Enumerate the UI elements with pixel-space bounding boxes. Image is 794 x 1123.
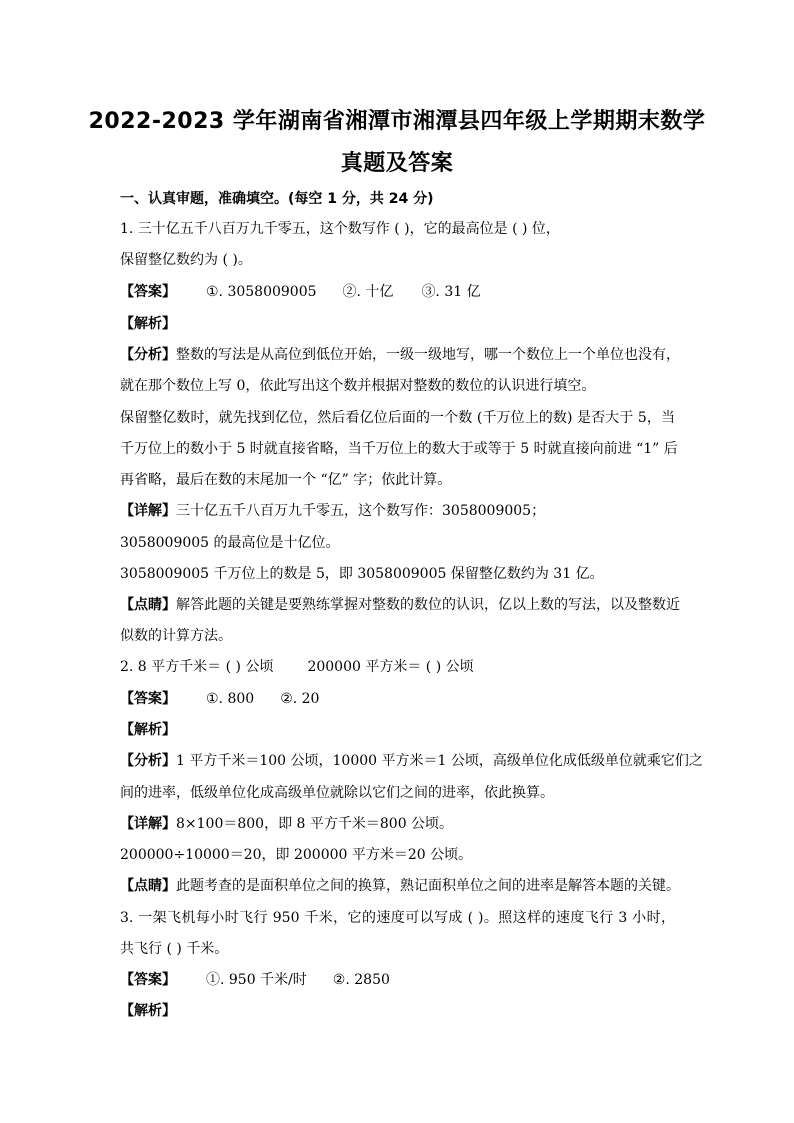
fenxi-tag: 【分析】 (120, 753, 176, 769)
question-2-detail-2: 200000÷10000＝20，即 200000 平方米＝20 公顷。 (120, 847, 473, 863)
answer-1: ①. 950 千米/时 (206, 972, 307, 988)
xiangjie-text: 三十亿五千八百万九千零五，这个数写作：3058009005； (176, 503, 546, 519)
dianjing-text: 解答此题的关键是要熟练掌握对整数的数位的认识，亿以上数的写法，以及整数近 (176, 597, 680, 613)
question-2-stem (120, 656, 474, 676)
fenxi-text: 1 平方千米＝100 公顷，10000 平方米＝1 公顷，高级单位化成低级单位就乘它们之 (176, 753, 703, 769)
analysis-tag: 【解析】 (120, 1003, 176, 1019)
question-1-paragraph-4: 千万位上的数小于 5 时就直接省略，当千万位上的数大于或等于 5 时就直接向前进 “1” 后 (120, 441, 678, 457)
question-1-stem-line1: 1. 三十亿五千八百万九千零五，这个数写作 ( )，它的最高位是 ( ) 位， (120, 221, 560, 237)
question-2-xiangjie (120, 813, 453, 833)
document-title-line2: 真题及答案 (340, 151, 454, 176)
question-2-fenxi-line2: 间的进率，低级单位化成高级单位就除以它们之间的进率，依此换算。 (120, 785, 554, 801)
question-3-stem-line2: 共飞行 ( ) 千米。 (120, 941, 229, 957)
question-1-detail-2: 3058009005 的最高位是十亿位。 (120, 535, 340, 551)
answer-2: ②. 2850 (332, 972, 390, 988)
question-3-stem-line1: 3. 一架飞机每小时飞行 950 千米，它的速度可以写成 ( )。照这样的速度飞行 3 小时， (120, 910, 675, 926)
analysis-tag: 【解析】 (120, 722, 176, 738)
question-3-answer-row (120, 969, 390, 989)
document-title-line1: 2022-2023 学年湖南省湘潭市湘潭县四年级上学期期末数学 (88, 109, 706, 134)
question-1-answer-row (120, 281, 481, 301)
dianjing-text: 此题考查的是面积单位之间的换算，熟记面积单位之间的进率是解答本题的关键。 (176, 878, 680, 894)
fenxi-text: 整数的写法是从高位到低位开始，一级一级地写，哪一个数位上一个单位也没有， (176, 347, 680, 363)
question-1-detail-3: 3058009005 千万位上的数是 5，即 3058009005 保留整亿数约为 31 亿。 (120, 566, 604, 582)
question-1-dianjing-line2: 似数的计算方法。 (120, 628, 232, 644)
question-1-dianjing-line1 (120, 594, 680, 614)
xiangjie-text: 8×100＝800，即 8 平方千米＝800 公顷。 (176, 816, 454, 832)
answer-tag: 【答案】 (120, 972, 176, 988)
answer-tag: 【答案】 (120, 691, 176, 707)
analysis-tag: 【解析】 (120, 316, 176, 332)
question-1-xiangjie (120, 500, 545, 520)
question-1-fenxi-line2: 就在那个数位上写 0，依此写出这个数并根据对整数的数位的认识进行填空。 (120, 378, 596, 394)
section-heading: 一、认真审题，准确填空。(每空 1 分，共 24 分) (120, 191, 434, 207)
xiangjie-tag: 【详解】 (120, 816, 176, 832)
answer-2: ②. 20 (280, 691, 320, 707)
question-2-dianjing (120, 875, 680, 895)
answer-1: ①. 3058009005 (206, 284, 317, 300)
question-2-answer-row (120, 688, 319, 708)
question-2-fenxi-line1 (120, 750, 703, 770)
dianjing-tag: 【点睛】 (120, 878, 176, 894)
question-1-paragraph-3: 保留整亿数时，就先找到亿位，然后看亿位后面的一个数 (千万位上的数) 是否大于 5，当 (120, 410, 675, 426)
question-1-paragraph-5: 再省略，最后在数的末尾加一个 “亿” 字；依此计算。 (120, 472, 452, 488)
answer-2: ②. 十亿 (342, 284, 394, 300)
answer-1: ①. 800 (206, 691, 255, 707)
answer-3: ③. 31 亿 (421, 284, 481, 300)
question-1-stem-line2: 保留整亿数约为 ( )。 (120, 252, 252, 268)
question-2-stem-b: 200000 平方米＝ ( ) 公顷 (307, 659, 474, 675)
question-2-stem-a: 2. 8 平方千米＝ ( ) 公顷 (120, 659, 274, 675)
dianjing-tag: 【点睛】 (120, 597, 176, 613)
question-1-fenxi-line1 (120, 344, 680, 364)
answer-tag: 【答案】 (120, 284, 176, 300)
xiangjie-tag: 【详解】 (120, 503, 176, 519)
fenxi-tag: 【分析】 (120, 347, 176, 363)
